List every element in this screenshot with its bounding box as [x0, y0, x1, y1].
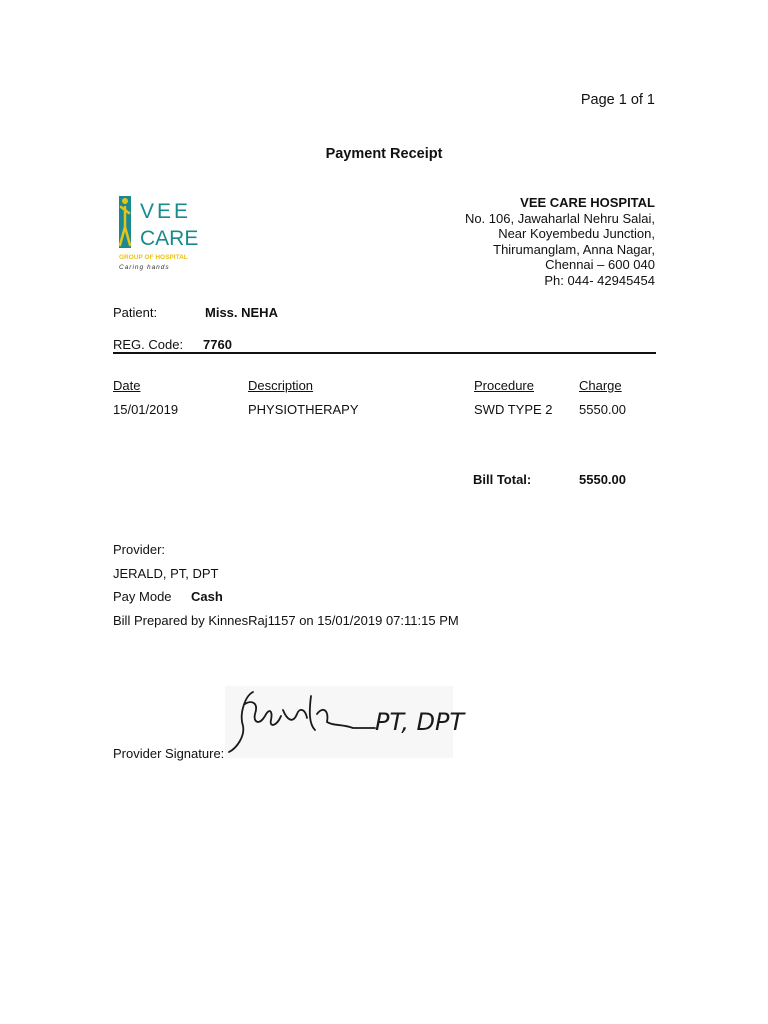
logo-line1: VEE — [140, 200, 192, 223]
patient-name: Miss. NEHA — [205, 305, 278, 320]
row-procedure: SWD TYPE 2 — [474, 402, 553, 417]
row-date: 15/01/2019 — [113, 402, 179, 417]
hospital-name: VEE CARE HOSPITAL — [520, 195, 655, 210]
provider-signature — [225, 686, 465, 758]
signature-label: Provider Signature: — [113, 746, 225, 761]
header-procedure: Procedure — [474, 378, 534, 393]
reg-code-label: REG. Code: — [113, 337, 184, 352]
logo-tagline1: GROUP OF HOSPITAL — [119, 254, 188, 261]
provider-name: JERALD, PT, DPT — [113, 566, 219, 581]
row-description: PHYSIOTHERAPY — [248, 402, 359, 417]
header-description: Description — [248, 378, 314, 393]
logo-line2: CARE — [140, 227, 199, 250]
document-title: Payment Receipt — [325, 146, 443, 162]
patient-label: Patient: — [113, 305, 158, 320]
address-line: Ph: 044- 42945454 — [544, 272, 655, 288]
address-line: Chennai – 600 040 — [545, 257, 655, 273]
bill-total-label: Bill Total: — [473, 472, 532, 487]
hospital-logo — [116, 193, 208, 275]
signature-credentials: PT, DPT — [375, 708, 465, 736]
address-line: No. 106, Jawaharlal Nehru Salai, — [464, 210, 655, 226]
header-charge: Charge — [579, 378, 622, 393]
address-line: Near Koyembedu Junction, — [498, 226, 655, 242]
row-charge: 5550.00 — [579, 402, 626, 417]
provider-label: Provider: — [113, 542, 166, 557]
divider-rule — [113, 352, 656, 354]
pay-mode-value: Cash — [191, 589, 223, 604]
logo-tagline2: Caring hands — [119, 264, 170, 271]
bill-prepared-info: Bill Prepared by KinnesRaj1157 on 15/01/2019 07:11:15 PM — [113, 613, 459, 628]
bill-total-value: 5550.00 — [579, 472, 626, 487]
address-line: Thirumanglam, Anna Nagar, — [493, 241, 655, 257]
logo-figure-head — [122, 198, 128, 204]
header-date: Date — [113, 378, 141, 393]
pay-mode-label: Pay Mode — [113, 589, 172, 604]
page-number: Page 1 of 1 — [580, 92, 655, 108]
hospital-address-block — [465, 195, 655, 289]
reg-code-value: 7760 — [203, 337, 232, 352]
